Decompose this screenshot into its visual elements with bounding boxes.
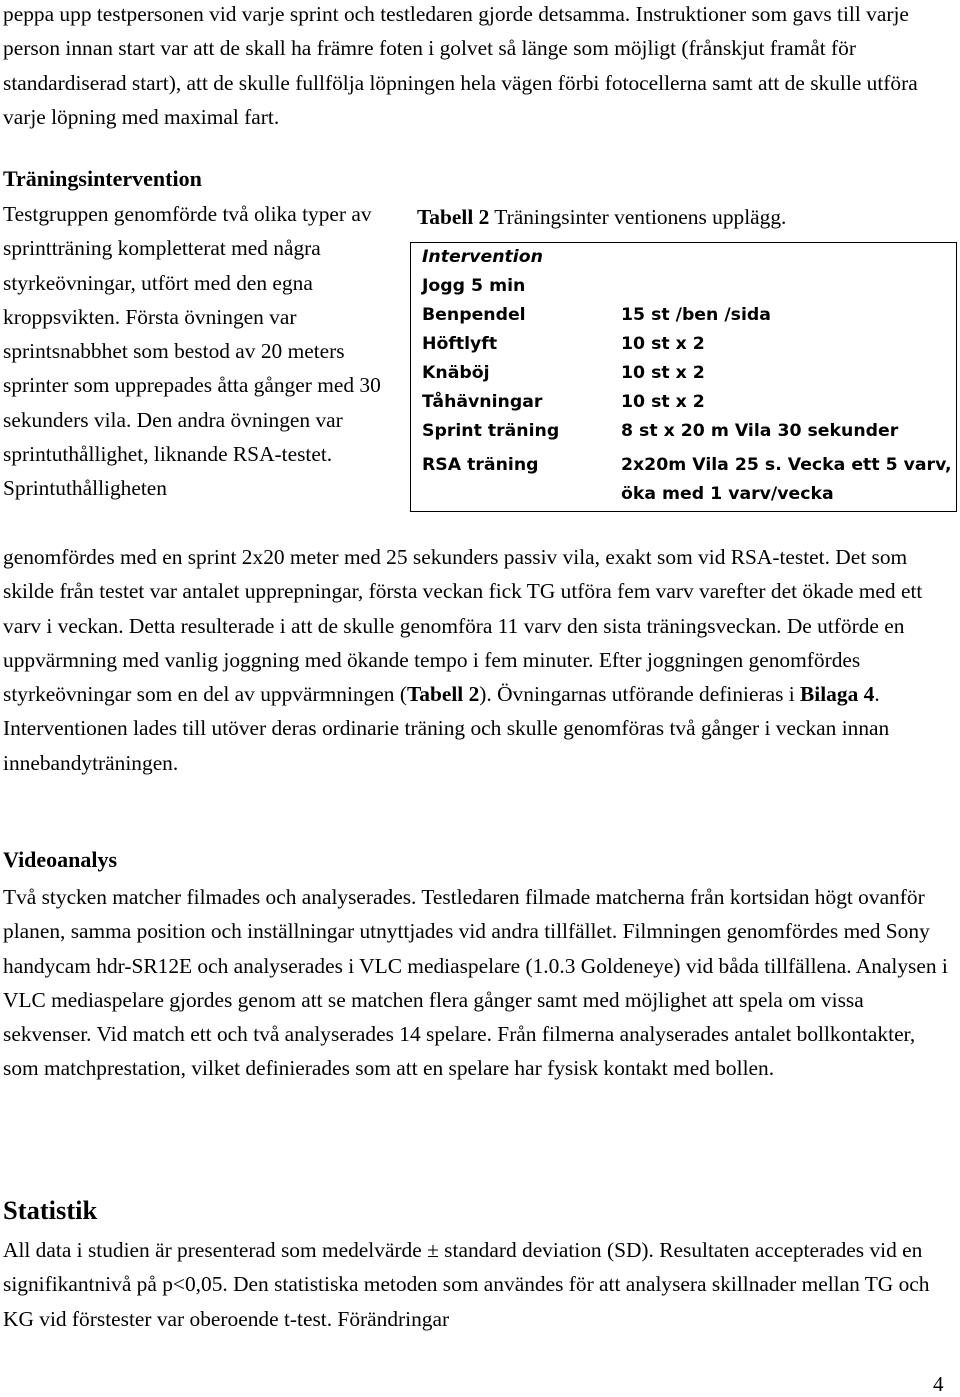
training-body-text: genomfördes med en sprint 2x20 meter med 25 sekunders passiv vila, exakt som vid RSA-testet. Det som skilde från testet var antalet upprepningar, första veckan fick TG utföra fem varv varefter det ökade med ett varv i veckan. Detta resulterade i att de skulle genomföra 11 varv den sista träningsveckan. De utförde en uppvärmning med vanlig joggning med ökande tempo i fem minuter. Efter joggningen genomfördes styrkeövningar som en del av uppvärmningen ( — [3, 545, 923, 707]
page-number: 4 — [933, 1372, 944, 1396]
table-cell-dose: 15 st /ben /sida — [621, 305, 771, 325]
table-cell-dose-continued: öka med 1 varv/vecka — [621, 484, 834, 504]
table-cell-exercise: Sprint träning — [422, 421, 560, 441]
table-caption-text: Träningsinter ventionens upplägg. — [489, 205, 787, 229]
intro-paragraph: peppa upp testpersonen vid varje sprint och testledaren gjorde detsamma. Instruktioner som gavs till varje person innan start var att de skall ha främre foten i golvet så länge som möjligt (frånskjut framåt för standardiserad start), att de skulle fullfölja löpningen hela vägen förbi fotocellerna samt att de skulle utföra varje löpning med maximal fart. — [3, 2, 918, 129]
table-header-intervention: Intervention — [422, 247, 543, 267]
table-cell-dose: 10 st x 2 — [621, 334, 705, 354]
table-cell-dose: 8 st x 20 m Vila 30 sekunder — [621, 421, 899, 441]
heading-statistik: Statistik — [3, 1195, 98, 1225]
ref-bilaga-4: Bilaga 4 — [800, 682, 875, 707]
table-cell-exercise: Tåhävningar — [422, 392, 543, 412]
table-cell-exercise: Benpendel — [422, 305, 526, 325]
stats-paragraph: All data i studien är presenterad som medelvärde ± standard deviation (SD). Resultaten accepterades vid en signifikantnivå på p<0,05. Den statistiska metoden som användes för att analysera skillnader mellan TG och KG vid förstester var oberoende t-test. Förändringar — [3, 1238, 930, 1331]
table-cell-dose: 10 st x 2 — [621, 392, 705, 412]
heading-videoanalys: Videoanalys — [3, 847, 118, 872]
heading-traningsintervention: Träningsintervention — [3, 166, 202, 191]
table-cell-dose: 2x20m Vila 25 s. Vecka ett 5 varv, — [621, 455, 952, 475]
training-body-paragraph — [3, 540, 951, 780]
training-side-paragraph: Testgruppen genomförde två olika typer av sprintträning kompletterat med några styrkeövningar, utfört med den egna kroppsvikten. Första övningen var sprintsnabbhet som bestod av 20 meters sprinter som upprepades åtta gånger med 30 sekunders vila. Den andra övningen var sprintuthållighet, liknande RSA-testet. Sprintuthålligheten — [3, 202, 381, 501]
intervention-table — [410, 242, 957, 512]
table-cell-dose: 10 st x 2 — [621, 363, 705, 383]
table-cell-exercise: RSA träning — [422, 455, 539, 475]
table-cell-exercise: Höftlyft — [422, 334, 498, 354]
training-body-text-mid: ). Övningarnas utförande definieras i — [479, 682, 801, 707]
training-body-text-end: . Interventionen lades till utöver deras ordinarie träning och skulle genomföras två gånger i veckan innan innebandyträningen. — [3, 682, 890, 775]
table-caption-label: Tabell 2 — [417, 205, 490, 229]
video-paragraph: Två stycken matcher filmades och analyserades. Testledaren filmade matcherna från kortsidan högt ovanför planen, samma position och inställningar utnyttjades vid andra tillfället. Filmningen genomfördes med Sony handycam hdr-SR12E och analyserades i VLC mediaspelare (1.0.3 Goldeneye) vid båda tillfällena. Analysen i VLC mediaspelare gjordes genom att se matchen flera gånger samt med möjlighet att spela om vissa sekvenser. Vid match ett och två analyserades 14 spelare. Från filmerna analyserades antalet bollkontakter, som matchprestation, vilket definierades som att en spelare har fysisk kontakt med bollen. — [3, 885, 948, 1081]
table-caption — [417, 202, 786, 232]
table-cell-exercise: Jogg 5 min — [422, 276, 526, 296]
ref-tabell-2: Tabell 2 — [406, 682, 480, 707]
table-cell-exercise: Knäböj — [422, 363, 490, 383]
